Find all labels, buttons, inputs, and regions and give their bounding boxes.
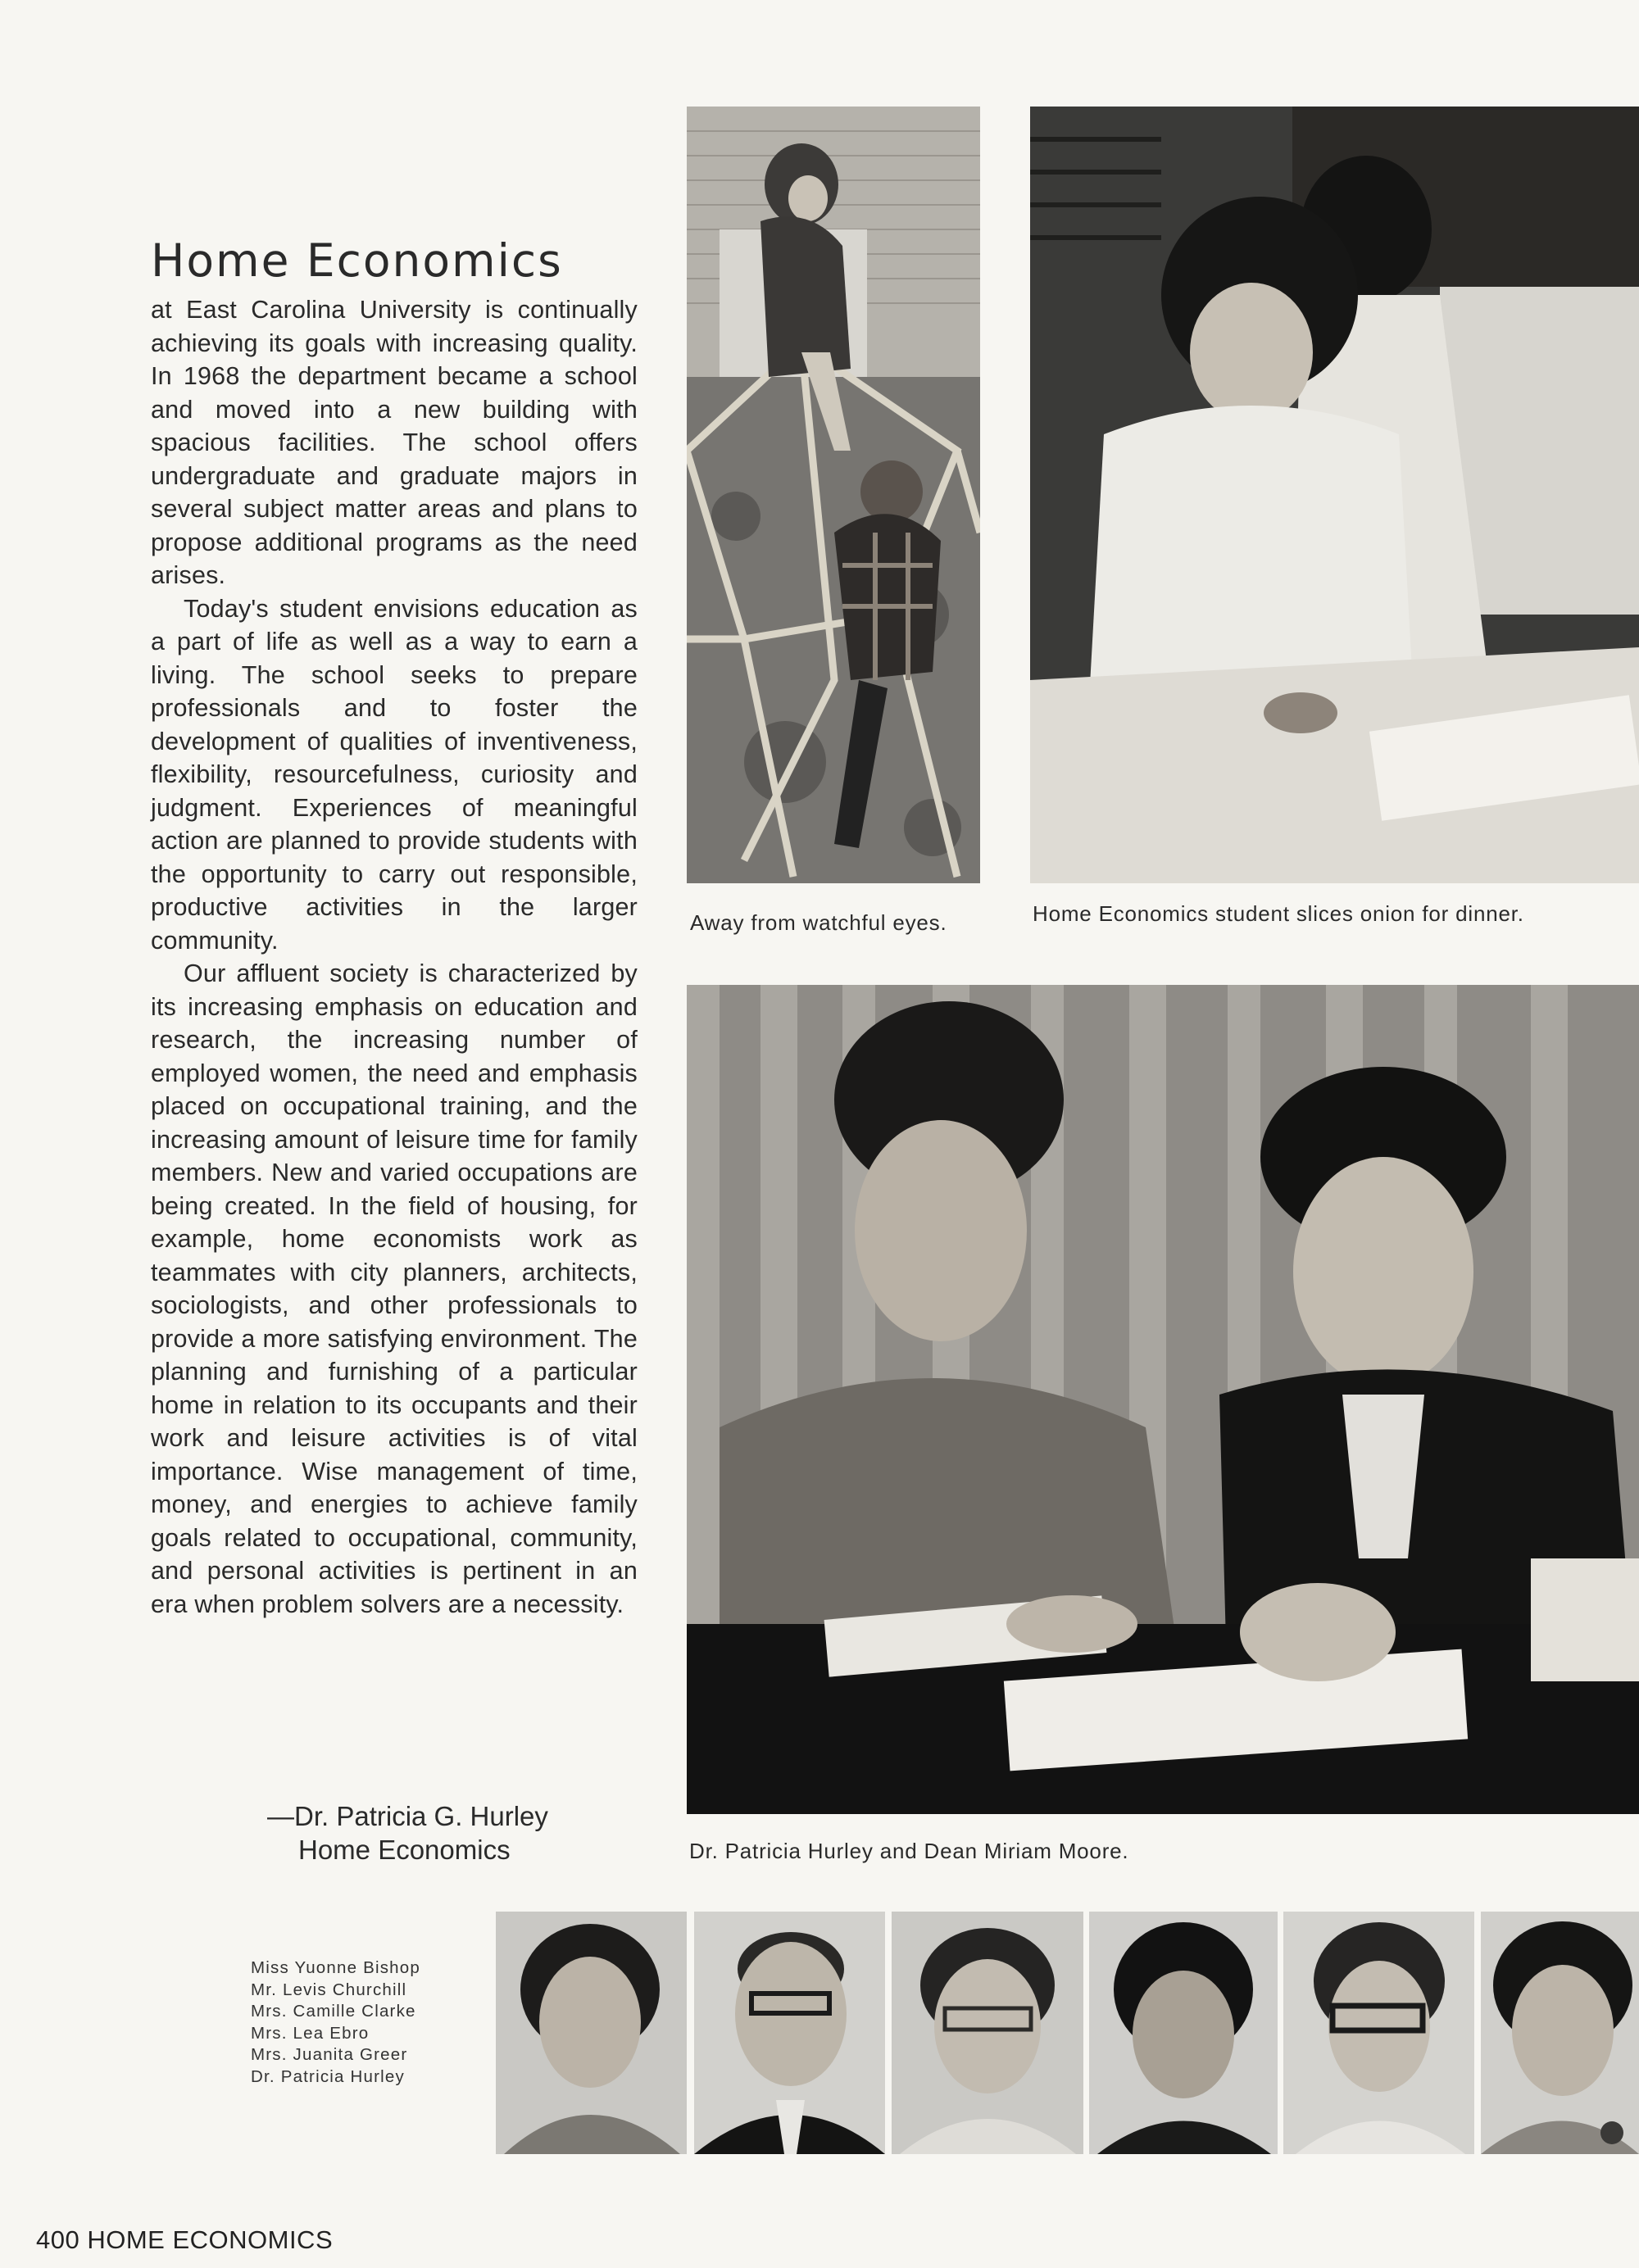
article-paragraph-1: at East Carolina University is continually achieving its goals with increasing quality. In 1968 the department became a school and moved into a new building with spacious facilities. The school offers undergraduate and graduate majors in several subject matter areas and plans to propose additional programs as the need arises.: [151, 296, 638, 589]
article-paragraph-3: Our affluent society is characterized by its increasing emphasis on education and research, the increasing number of employed women, the need and emphasis placed on occupational training, and the increasing amount of leisure time for family members. New and varied occupations are being created. In the field of housing, for example, home economists work as teammates with city planners, architects, sociologists, and other professionals to provide a more satisfying environment. The planning and furnishing of a particular home in relation to its occupants and their work and leisure activities is of vital importance. Wise management of time, money, and energies to achieve family goals related to occupational, community, and personal activities is pertinent in an era when problem solvers are a necessity.: [151, 959, 638, 1618]
faculty-portrait: [694, 1912, 885, 2154]
faculty-portrait: [1283, 1912, 1474, 2154]
kitchen-caption: Home Economics student slices onion for dinner.: [1033, 901, 1524, 926]
faculty-portrait: [496, 1912, 687, 2154]
playground-photo: [687, 107, 980, 883]
faculty-name: Mrs. Lea Ebro: [251, 2023, 370, 2043]
faculty-portrait: [1089, 1912, 1278, 2154]
faculty-name: Dr. Patricia Hurley: [251, 2066, 405, 2086]
playground-caption: Away from watchful eyes.: [690, 910, 947, 935]
faculty-name-list: [251, 1957, 464, 2088]
faculty-name: Mrs. Juanita Greer: [251, 2045, 408, 2064]
faculty-portrait: [1481, 1912, 1639, 2154]
faculty-meeting-photo: [687, 985, 1639, 1814]
faculty-name: Mrs. Camille Clarke: [251, 2002, 416, 2021]
article-signature: [267, 1799, 548, 1867]
article: [151, 236, 638, 1621]
faculty-name: Mr. Levis Churchill: [251, 1980, 407, 1999]
article-paragraph-2: Today's student envisions education as a part of life as well as a way to earn a living. The school seeks to prepare professionals and to foster the development of qualities of inventiveness, flexibility, resourcefulness, curiosity and judgment. Experiences of meaningful action are planned to provide students with the opportunity to carry out responsible, productive activities in the larger community.: [151, 594, 638, 955]
kitchen-photo: [1030, 107, 1639, 883]
article-body: [151, 293, 638, 1621]
page-folio: 400 HOME ECONOMICS: [36, 2225, 334, 2254]
article-title: Home Economics: [151, 234, 563, 287]
faculty-portrait: [892, 1912, 1083, 2154]
faculty-name: Miss Yuonne Bishop: [251, 1958, 420, 1977]
signature-name: —Dr. Patricia G. Hurley: [267, 1801, 548, 1831]
signature-department: Home Economics: [298, 1835, 511, 1865]
faculty-photo-caption: Dr. Patricia Hurley and Dean Miriam Moore.: [689, 1839, 1129, 1863]
